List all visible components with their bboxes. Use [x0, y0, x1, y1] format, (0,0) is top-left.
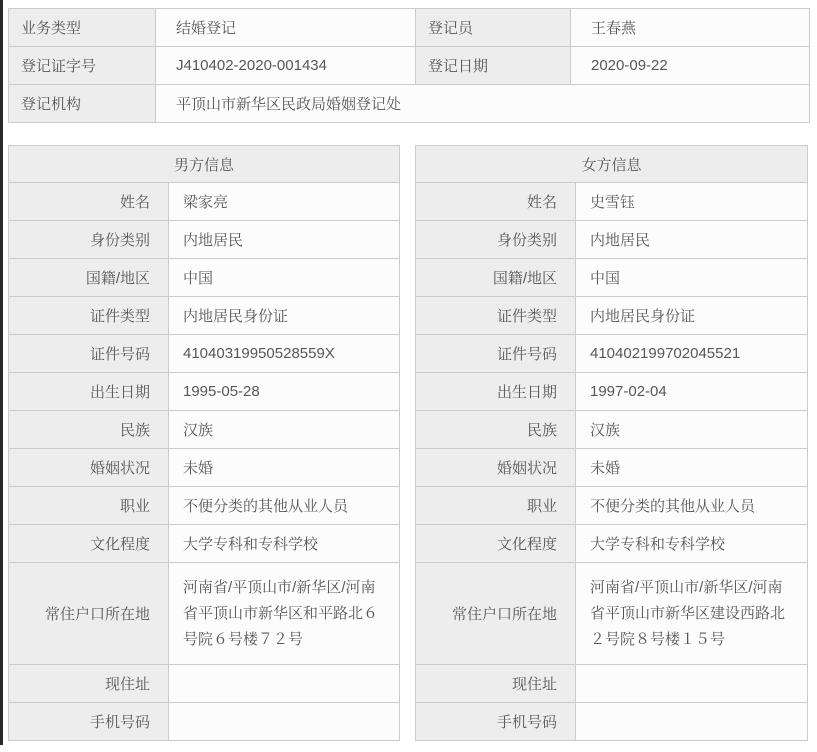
registration-date-value: 2020-09-22 — [571, 47, 810, 85]
business-type-label: 业务类型 — [9, 9, 156, 47]
education-value: 大学专科和专科学校 — [576, 525, 808, 563]
table-row — [9, 703, 400, 741]
ethnicity-value: 汉族 — [576, 411, 808, 449]
identity-category-label: 身份类别 — [9, 221, 169, 259]
nationality-label: 国籍/地区 — [9, 259, 169, 297]
table-row — [9, 411, 400, 449]
name-value: 史雪钰 — [576, 183, 808, 221]
identity-category-value: 内地居民 — [169, 221, 400, 259]
household-address-text: 河南省/平顶山市/新华区/河南省平顶山市新华区和平路北６号院６号楼７２号 — [183, 578, 379, 648]
birth-date-label: 出生日期 — [9, 373, 169, 411]
household-address-label: 常住户口所在地 — [416, 563, 576, 665]
table-row — [416, 563, 808, 665]
id-number-value: 410402199702045521 — [576, 335, 808, 373]
table-row — [416, 335, 808, 373]
ethnicity-label: 民族 — [9, 411, 169, 449]
name-label: 姓名 — [416, 183, 576, 221]
current-address-value — [169, 665, 400, 703]
table-row — [9, 373, 400, 411]
id-type-value: 内地居民身份证 — [576, 297, 808, 335]
education-label: 文化程度 — [9, 525, 169, 563]
table-row — [416, 525, 808, 563]
current-address-value — [576, 665, 808, 703]
mobile-number-label: 手机号码 — [9, 703, 169, 741]
female-info-title: 女方信息 — [416, 146, 808, 183]
table-row — [9, 525, 400, 563]
table-row — [9, 665, 400, 703]
window-left-edge — [0, 0, 3, 745]
table-row — [416, 411, 808, 449]
table-row — [9, 297, 400, 335]
table-row — [9, 85, 810, 123]
identity-category-value: 内地居民 — [576, 221, 808, 259]
ethnicity-label: 民族 — [416, 411, 576, 449]
occupation-label: 职业 — [9, 487, 169, 525]
table-row — [9, 47, 810, 85]
marital-status-label: 婚姻状况 — [416, 449, 576, 487]
current-address-label: 现住址 — [416, 665, 576, 703]
household-address-value — [576, 563, 808, 665]
table-row — [416, 703, 808, 741]
ethnicity-value: 汉族 — [169, 411, 400, 449]
household-address-value — [169, 563, 400, 665]
table-row — [416, 297, 808, 335]
name-value: 梁家亮 — [169, 183, 400, 221]
id-type-value: 内地居民身份证 — [169, 297, 400, 335]
table-row — [416, 487, 808, 525]
table-row — [9, 335, 400, 373]
education-value: 大学专科和专科学校 — [169, 525, 400, 563]
table-row — [9, 259, 400, 297]
birth-date-value: 1995-05-28 — [169, 373, 400, 411]
registrar-value: 王春燕 — [571, 9, 810, 47]
id-number-value: 41040319950528559X — [169, 335, 400, 373]
table-row — [416, 183, 808, 221]
current-address-label: 现住址 — [9, 665, 169, 703]
male-info-table — [8, 145, 400, 741]
marital-status-label: 婚姻状况 — [9, 449, 169, 487]
table-row — [9, 487, 400, 525]
male-info-title: 男方信息 — [9, 146, 400, 183]
marital-status-value: 未婚 — [169, 449, 400, 487]
registration-date-label: 登记日期 — [416, 47, 571, 85]
table-row — [9, 449, 400, 487]
household-address-text: 河南省/平顶山市/新华区/河南省平顶山市新华区建设西路北２号院８号楼１５号 — [590, 578, 786, 648]
occupation-value: 不便分类的其他从业人员 — [576, 487, 808, 525]
nationality-value: 中国 — [169, 259, 400, 297]
nationality-value: 中国 — [576, 259, 808, 297]
name-label: 姓名 — [9, 183, 169, 221]
table-row — [416, 259, 808, 297]
birth-date-label: 出生日期 — [416, 373, 576, 411]
mobile-number-label: 手机号码 — [416, 703, 576, 741]
table-row — [9, 9, 810, 47]
registrar-label: 登记员 — [416, 9, 571, 47]
table-row — [9, 183, 400, 221]
marital-status-value: 未婚 — [576, 449, 808, 487]
education-label: 文化程度 — [416, 525, 576, 563]
birth-date-value: 1997-02-04 — [576, 373, 808, 411]
table-row — [416, 449, 808, 487]
id-type-label: 证件类型 — [416, 297, 576, 335]
household-address-label: 常住户口所在地 — [9, 563, 169, 665]
table-row — [416, 373, 808, 411]
id-number-label: 证件号码 — [416, 335, 576, 373]
certificate-no-label: 登记证字号 — [9, 47, 156, 85]
female-info-table — [415, 145, 808, 741]
id-number-label: 证件号码 — [9, 335, 169, 373]
occupation-label: 职业 — [416, 487, 576, 525]
mobile-number-value — [576, 703, 808, 741]
table-row — [9, 221, 400, 259]
id-type-label: 证件类型 — [9, 297, 169, 335]
table-row — [416, 665, 808, 703]
business-type-value: 结婚登记 — [156, 9, 416, 47]
mobile-number-value — [169, 703, 400, 741]
table-row — [416, 221, 808, 259]
identity-category-label: 身份类别 — [416, 221, 576, 259]
certificate-no-value: J410402-2020-001434 — [156, 47, 416, 85]
table-row — [9, 563, 400, 665]
registration-summary-table — [8, 8, 810, 123]
occupation-value: 不便分类的其他从业人员 — [169, 487, 400, 525]
registration-office-value: 平顶山市新华区民政局婚姻登记处 — [156, 85, 810, 123]
nationality-label: 国籍/地区 — [416, 259, 576, 297]
registration-office-label: 登记机构 — [9, 85, 156, 123]
